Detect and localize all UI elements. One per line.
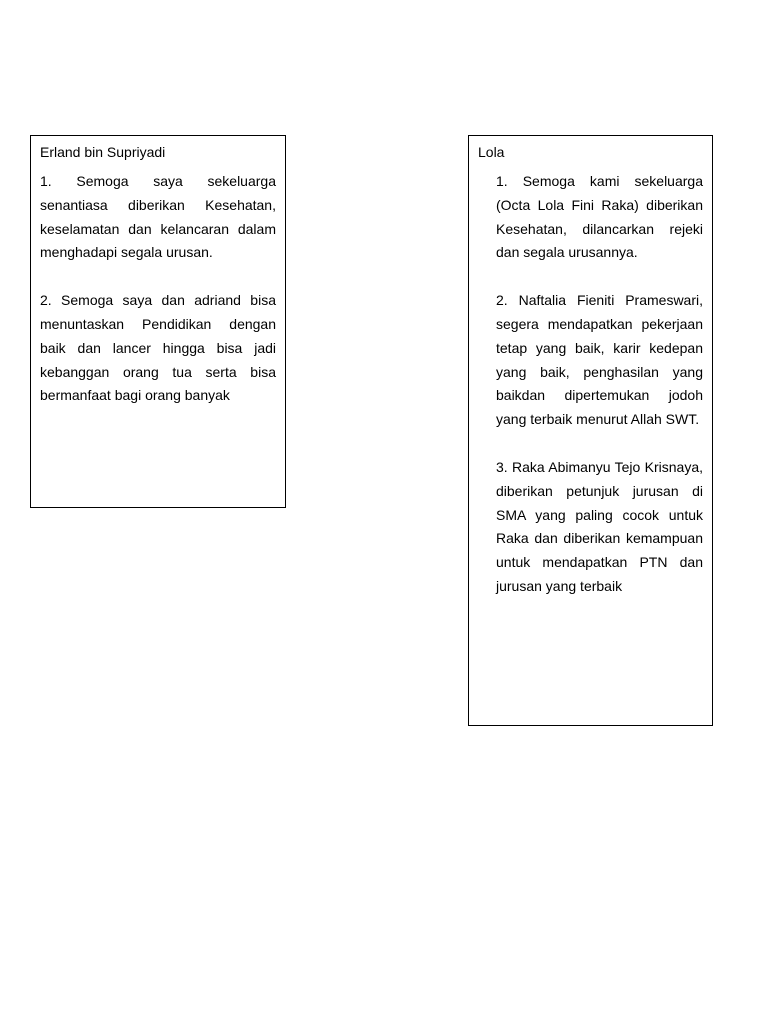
- prayer-card-lola: [468, 135, 713, 726]
- prayer-item: 2. Naftalia Fieniti Prameswari, segera mendapatkan pekerjaan tetap yang baik, karir kedepan yang baik, penghasilan yang baikdan dipertemukan jodoh yang terbaik menurut Allah SWT.: [496, 292, 703, 428]
- card-title: Erland bin Supriyadi: [40, 144, 166, 160]
- prayer-card-erland: [30, 135, 286, 508]
- prayer-item: 3. Raka Abimanyu Tejo Krisnaya, diberikan petunjuk jurusan di SMA yang paling cocok untuk Raka dan diberikan kemampuan untuk mendapatkan PTN dan jurusan yang terbaik: [496, 458, 703, 594]
- prayer-list: [40, 170, 276, 408]
- prayer-item: 1. Semoga kami sekeluarga (Octa Lola Fini Raka) diberikan Kesehatan, dilancarkan rejeki dan segala urusannya.: [496, 173, 703, 261]
- card-title: Lola: [478, 144, 505, 160]
- prayer-list: [478, 170, 703, 599]
- prayer-item: 1. Semoga saya sekeluarga senantiasa diberikan Kesehatan, keselamatan dan kelancaran dalam menghadapi segala urusan.: [40, 173, 276, 261]
- prayer-item: 2. Semoga saya dan adriand bisa menuntaskan Pendidikan dengan baik dan lancer hingga bisa jadi kebanggan orang tua serta bisa bermanfaat bagi orang banyak: [40, 292, 276, 404]
